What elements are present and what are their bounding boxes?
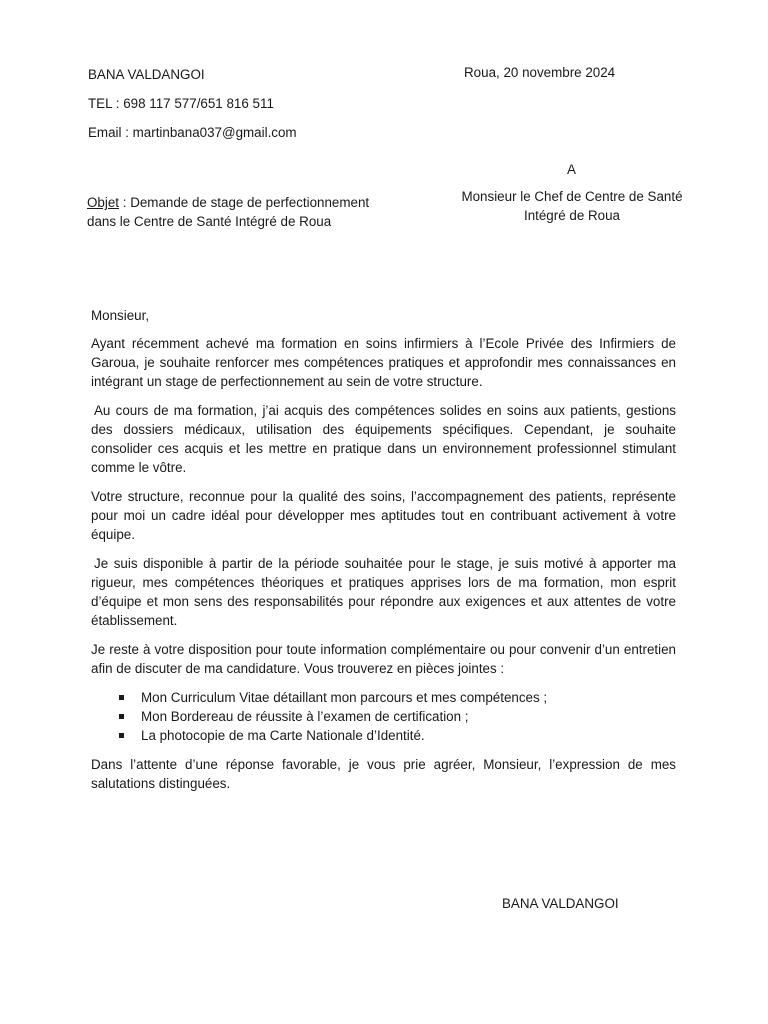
signature-name: BANA VALDANGOI (502, 896, 619, 911)
recipient-prefix: A (567, 162, 576, 177)
list-item (119, 707, 676, 726)
subject-separator: : (119, 195, 131, 210)
sender-name: BANA VALDANGOI (88, 67, 205, 82)
list-item (119, 726, 676, 745)
attachment-text: Mon Bordereau de réussite à l’examen de certification ; (141, 709, 469, 724)
letter-body (91, 306, 676, 803)
letter-date: Roua, 20 novembre 2024 (464, 65, 616, 80)
square-bullet-icon (119, 695, 124, 700)
attachment-text: La photocopie de ma Carte Nationale d’Identité. (141, 728, 425, 743)
recipient-address: Monsieur le Chef de Centre de Santé Intégré de Roua (461, 189, 683, 223)
paragraph-attachments-intro: Je reste à votre disposition pour toute information complémentaire ou pour convenir d’un entretien afin de discuter de ma candidature. Vous trouverez en pièces jointes : (91, 642, 676, 676)
attachment-text: Mon Curriculum Vitae détaillant mon parcours et mes compétences ; (141, 690, 548, 705)
subject-text: Demande de stage de perfectionnement dans le Centre de Santé Intégré de Roua (87, 195, 370, 229)
square-bullet-icon (119, 714, 124, 719)
list-item (119, 688, 676, 707)
paragraph-availability: Je suis disponible à partir de la période souhaitée pour le stage, je suis motivé à apporter ma rigueur, mes compétences théoriques et pratiques apprises lors de ma formation, mon esprit d’équipe et mon sens des responsabilités pour répondre aux exigences et aux attentes de votre établissement. (91, 556, 676, 628)
sender-email: Email : martinbana037@gmail.com (88, 125, 297, 140)
paragraph-intro: Ayant récemment achevé ma formation en soins infirmiers à l’Ecole Privée des Infirmiers de Garoua, je souhaite renforcer mes compétences pratiques et approfondir mes connaissances en intégrant un stage de perfectionnement au sein de votre structure. (91, 336, 676, 389)
attachments-list (91, 688, 676, 745)
paragraph-closing: Dans l’attente d’une réponse favorable, je vous prie agréer, Monsieur, l’expression de mes salutations distinguées. (91, 757, 676, 791)
letter-greeting: Monsieur, (91, 308, 150, 323)
paragraph-structure: Votre structure, reconnue pour la qualité des soins, l’accompagnement des patients, représente pour moi un cadre idéal pour développer mes aptitudes tout en contribuant activement à votre équipe. (91, 489, 676, 542)
subject-label: Objet (87, 195, 120, 210)
subject-line (87, 193, 377, 231)
square-bullet-icon (119, 733, 124, 738)
sender-phone: TEL : 698 117 577/651 816 511 (88, 96, 274, 111)
paragraph-skills: Au cours de ma formation, j’ai acquis des compétences solides en soins aux patients, gestions des dossiers médicaux, utilisation des équipements spécifiques. Cependant, je souhaite consolider ces acquis et les mettre en pratique dans un environnement professionnel stimulant comme le vôtre. (91, 403, 676, 475)
